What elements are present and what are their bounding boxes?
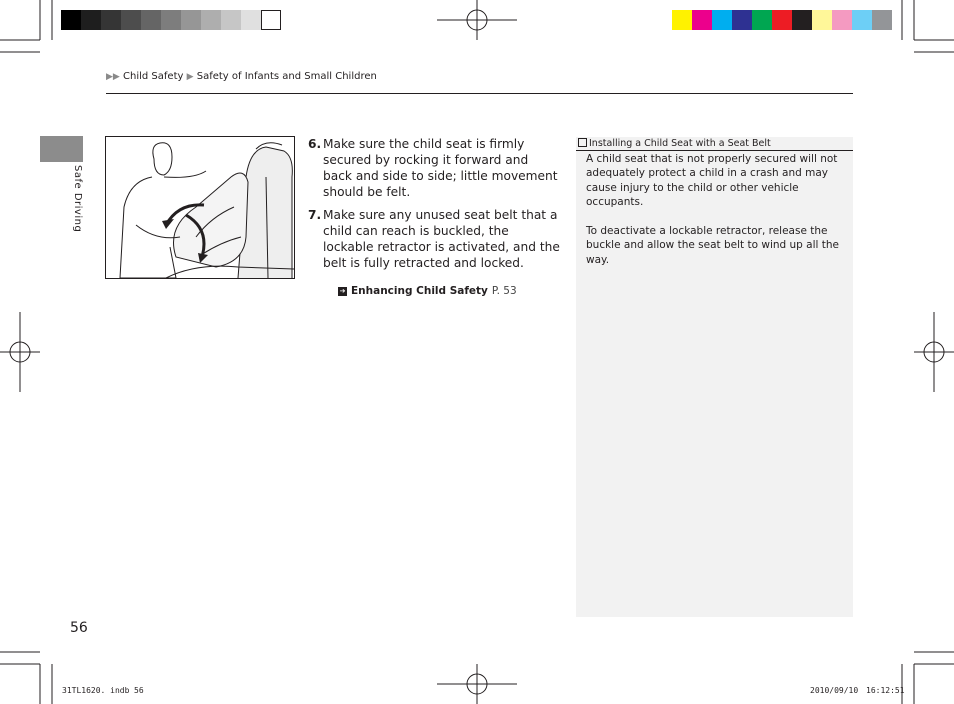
instruction-steps — [308, 136, 560, 299]
step-7 — [308, 207, 560, 271]
sidebar-note-paragraph: A child seat that is not properly secured will not adequately protect a child in a crash and may cause injury to the child or other vehicle occupants. — [586, 153, 838, 208]
sidebar-note-body — [586, 152, 848, 282]
footer-sheet: 56 — [134, 686, 144, 695]
calibration-swatch — [101, 10, 121, 30]
step-text: Make sure any unused seat belt that a child can reach is buckled, the lockable retractor is activated, and the belt is fully retracted and locked. — [323, 208, 560, 270]
reference-arrow-icon: ➔ — [339, 286, 346, 295]
calibration-swatch — [772, 10, 792, 30]
calibration-swatch — [752, 10, 772, 30]
calibration-swatch — [121, 10, 141, 30]
child-seat-rocking-illustration — [106, 137, 294, 278]
breadcrumb-section: Child Safety — [123, 71, 184, 82]
cross-reference-title[interactable]: Enhancing Child Safety — [351, 285, 488, 297]
calibration-swatch — [672, 10, 692, 30]
cross-reference-link[interactable] — [308, 283, 560, 299]
calibration-swatch — [692, 10, 712, 30]
calibration-swatch — [872, 10, 892, 30]
step-6 — [308, 136, 560, 200]
calibration-swatch — [221, 10, 241, 30]
calibration-swatch — [241, 10, 261, 30]
calibration-swatch — [792, 10, 812, 30]
sidebar-note-panel — [576, 137, 853, 617]
sidebar-note-title: Installing a Child Seat with a Seat Belt — [589, 138, 771, 149]
calibration-swatch — [161, 10, 181, 30]
sidebar-note-header — [576, 137, 853, 151]
note-reference-icon — [578, 138, 587, 147]
breadcrumb-arrow-icon: ▶▶ — [106, 72, 120, 82]
cross-reference-page: P. 53 — [491, 285, 517, 297]
calibration-swatch — [732, 10, 752, 30]
footer-date: 2010/09/10 — [810, 686, 859, 695]
calibration-swatch — [712, 10, 732, 30]
page-number: 56 — [70, 620, 88, 636]
calibration-swatch — [141, 10, 161, 30]
calibration-swatch — [81, 10, 101, 30]
calibration-swatch — [261, 10, 281, 30]
footer-time: 16:12:51 — [866, 686, 905, 695]
footer-file: 31TL1620. indb — [62, 686, 130, 695]
chapter-label: Safe Driving — [72, 165, 83, 233]
sidebar-note-paragraph: To deactivate a lockable retractor, release the buckle and allow the seat belt to wind up all the way. — [586, 225, 840, 266]
step-number: 7. — [308, 208, 322, 222]
calibration-swatch — [852, 10, 872, 30]
calibration-swatch — [201, 10, 221, 30]
header-rule — [106, 93, 853, 94]
step-number: 6. — [308, 137, 322, 151]
calibration-swatch — [61, 10, 81, 30]
child-seat-illustration — [105, 136, 295, 279]
calibration-swatch — [181, 10, 201, 30]
calibration-swatch — [832, 10, 852, 30]
step-text: Make sure the child seat is firmly secured by rocking it forward and back and side to side; little movement should be felt. — [323, 137, 558, 199]
calibration-swatch — [812, 10, 832, 30]
breadcrumb-arrow-icon: ▶ — [186, 72, 194, 82]
breadcrumb-topic: Safety of Infants and Small Children — [196, 71, 377, 82]
chapter-tab — [40, 136, 83, 162]
breadcrumb — [106, 71, 377, 82]
